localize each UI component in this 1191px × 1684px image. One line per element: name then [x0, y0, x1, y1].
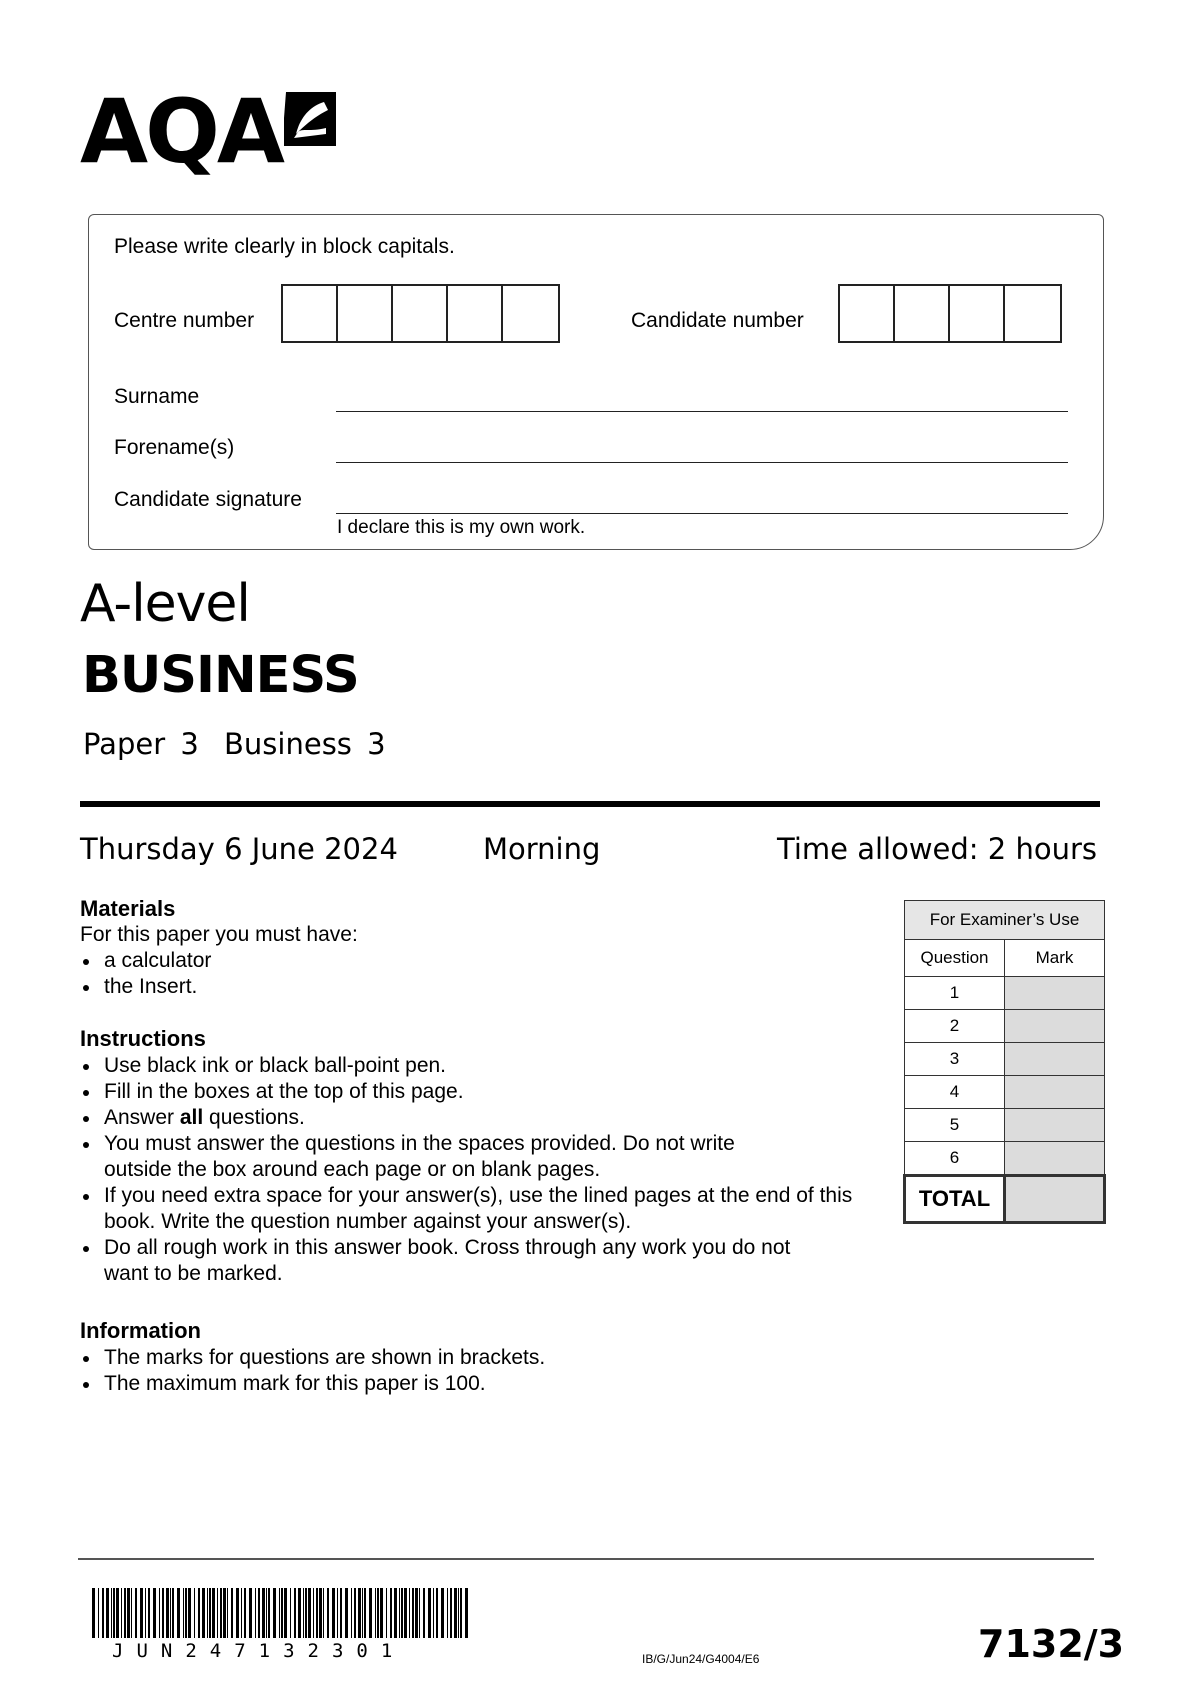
question-number: 1	[905, 977, 1005, 1010]
centre-number-box[interactable]	[448, 286, 503, 341]
centre-number-box[interactable]	[283, 286, 338, 341]
barcode-bar	[454, 1588, 457, 1638]
surname-field[interactable]	[336, 411, 1068, 412]
table-row	[905, 1043, 1105, 1076]
barcode-bar	[281, 1588, 283, 1638]
barcode-bar	[404, 1588, 407, 1638]
materials-heading: Materials	[80, 896, 176, 921]
candidate-number-box[interactable]	[1005, 286, 1060, 341]
barcode-bar	[394, 1588, 397, 1638]
list-item: If you need extra space for your answer(s), use the lined pages at the end of this book. Write the question number against your answer(s).	[80, 1183, 884, 1235]
barcode-bar	[207, 1588, 208, 1638]
centre-number-box[interactable]	[503, 286, 558, 341]
centre-number-box[interactable]	[393, 286, 448, 341]
paper-name: Business 3	[224, 727, 386, 761]
forename-label: Forename(s)	[114, 436, 235, 459]
materials-list	[80, 948, 358, 1000]
barcode-bar	[458, 1588, 459, 1638]
paper-number: Paper 3	[83, 727, 199, 761]
barcode-bar	[209, 1588, 211, 1638]
barcode-bar	[345, 1588, 348, 1638]
information-list	[80, 1345, 545, 1397]
barcode-bar	[102, 1588, 104, 1638]
barcode-bar	[401, 1588, 403, 1638]
aqa-logo	[80, 80, 283, 183]
barcode-bar	[273, 1588, 276, 1638]
barcode-bar	[116, 1588, 119, 1638]
barcode-bar	[185, 1588, 187, 1638]
barcode-bar	[220, 1588, 222, 1638]
barcode-bar	[202, 1588, 205, 1638]
table-row	[905, 1142, 1105, 1176]
footer-divider	[78, 1558, 1094, 1560]
list-item: the Insert.	[80, 974, 358, 1000]
barcode-bar	[266, 1588, 267, 1638]
barcode-bar	[148, 1588, 150, 1638]
barcode-bar	[183, 1588, 184, 1638]
barcode-bar	[284, 1588, 287, 1638]
table-row	[905, 1010, 1105, 1043]
instructions-section	[80, 1026, 884, 1287]
barcode-bar	[212, 1588, 215, 1638]
barcode-bar	[364, 1588, 366, 1638]
barcode-bar	[390, 1588, 392, 1638]
barcode-bar	[113, 1588, 115, 1638]
barcode-bar	[340, 1588, 342, 1638]
barcode-bar	[298, 1588, 301, 1638]
barcode-bar	[303, 1588, 304, 1638]
title-divider	[80, 801, 1100, 807]
barcode-bar	[188, 1588, 191, 1638]
barcode-bar	[423, 1588, 425, 1638]
barcode-bar	[231, 1588, 233, 1638]
barcode-bar	[194, 1588, 195, 1638]
paper-title	[83, 727, 386, 761]
barcode-bar	[294, 1588, 296, 1638]
barcode-bar	[386, 1588, 387, 1638]
barcode-bar	[106, 1588, 109, 1638]
barcode-bar	[436, 1588, 438, 1638]
barcode-bar	[262, 1588, 265, 1638]
forename-field[interactable]	[336, 462, 1068, 463]
barcode-bar	[323, 1588, 324, 1638]
barcode-bar	[177, 1588, 180, 1638]
qualification-level: A-level	[80, 574, 250, 634]
information-heading: Information	[80, 1318, 201, 1343]
list-item: You must answer the questions in the spaces provided. Do not write outside the box around each page or on blank pages.	[80, 1131, 804, 1183]
barcode-bar	[249, 1588, 252, 1638]
barcode-bar	[412, 1588, 414, 1638]
barcode-bar	[135, 1588, 137, 1638]
barcode-bar	[351, 1588, 352, 1638]
barcode-text: JUN247132301	[112, 1640, 406, 1662]
centre-number-label: Centre number	[114, 309, 255, 332]
table-row	[905, 977, 1105, 1010]
barcode-bar	[428, 1588, 431, 1638]
barcode-bar	[450, 1588, 452, 1638]
list-item: The maximum mark for this paper is 100.	[80, 1371, 545, 1397]
aqa-leaf-icon	[280, 88, 342, 150]
table-row	[905, 1109, 1105, 1142]
barcode-bar	[166, 1588, 169, 1638]
question-column-header: Question	[905, 940, 1005, 977]
barcode-bar	[121, 1588, 122, 1638]
barcode-bar	[111, 1588, 112, 1638]
candidate-number-boxes	[838, 284, 1062, 343]
exam-session: Morning	[483, 832, 601, 866]
document-reference: IB/G/Jun24/G4004/E6	[642, 1652, 760, 1666]
mark-cell	[1005, 1010, 1105, 1043]
barcode-bar	[305, 1588, 307, 1638]
candidate-details-box	[88, 214, 1104, 550]
examiner-table-title: For Examiner’s Use	[905, 901, 1105, 940]
mark-cell	[1005, 1043, 1105, 1076]
centre-number-box[interactable]	[338, 286, 393, 341]
barcode-bar	[140, 1588, 143, 1638]
barcode-bar	[337, 1588, 338, 1638]
barcode-bar	[465, 1588, 468, 1638]
candidate-number-box[interactable]	[840, 286, 895, 341]
question-number: 3	[905, 1043, 1005, 1076]
list-item: Use black ink or black ball-point pen.	[80, 1053, 884, 1079]
barcode-bar	[447, 1588, 448, 1638]
barcode-bar	[153, 1588, 156, 1638]
barcode-bar	[415, 1588, 418, 1638]
instructions-heading: Instructions	[80, 1026, 206, 1051]
candidate-number-box[interactable]	[895, 286, 950, 341]
barcode-bar	[308, 1588, 311, 1638]
instructions-list	[80, 1053, 884, 1287]
barcode	[92, 1588, 474, 1638]
barcode-bar	[377, 1588, 379, 1638]
barcode-bar	[244, 1588, 246, 1638]
mark-cell	[1005, 1142, 1105, 1176]
barcode-bar	[409, 1588, 410, 1638]
information-section	[80, 1318, 545, 1397]
barcode-bar	[268, 1588, 270, 1638]
total-label: TOTAL	[905, 1176, 1005, 1223]
question-number: 4	[905, 1076, 1005, 1109]
centre-number-boxes	[281, 284, 560, 343]
candidate-number-box[interactable]	[950, 286, 1005, 341]
barcode-bar	[227, 1588, 228, 1638]
time-allowed: Time allowed: 2 hours	[777, 832, 1097, 866]
block-capitals-instruction: Please write clearly in block capitals.	[114, 235, 455, 258]
barcode-bar	[441, 1588, 444, 1638]
list-item: a calculator	[80, 948, 358, 974]
mark-cell	[1005, 1109, 1105, 1142]
surname-label: Surname	[114, 385, 200, 408]
barcode-bar	[198, 1588, 200, 1638]
barcode-bar	[255, 1588, 256, 1638]
barcode-bar	[98, 1588, 99, 1638]
mark-cell	[1005, 977, 1105, 1010]
barcode-bar	[223, 1588, 226, 1638]
table-row	[905, 1076, 1105, 1109]
barcode-bar	[145, 1588, 146, 1638]
barcode-bar	[380, 1588, 383, 1638]
paper-code: 7132/3	[978, 1622, 1125, 1666]
question-number: 5	[905, 1109, 1005, 1142]
materials-section	[80, 896, 358, 1000]
barcode-bar	[162, 1588, 164, 1638]
barcode-bar	[399, 1588, 400, 1638]
barcode-bar	[316, 1588, 318, 1638]
barcode-bar	[319, 1588, 322, 1638]
barcode-bar	[433, 1588, 434, 1638]
barcode-bar	[290, 1588, 291, 1638]
list-item: Answer all questions.	[80, 1105, 884, 1131]
barcode-bar	[460, 1588, 462, 1638]
barcode-bar	[127, 1588, 130, 1638]
barcode-bar	[313, 1588, 314, 1638]
total-mark-cell	[1005, 1176, 1105, 1223]
barcode-bar	[362, 1588, 363, 1638]
barcode-bar	[332, 1588, 335, 1638]
mark-cell	[1005, 1076, 1105, 1109]
signature-label: Candidate signature	[114, 488, 302, 511]
barcode-bar	[124, 1588, 126, 1638]
logo-text: AQA	[80, 80, 283, 183]
barcode-bar	[375, 1588, 376, 1638]
barcode-bar	[172, 1588, 174, 1638]
total-row	[905, 1176, 1105, 1223]
barcode-bar	[358, 1588, 361, 1638]
barcode-bar	[236, 1588, 239, 1638]
declaration-text: I declare this is my own work.	[337, 517, 586, 538]
mark-column-header: Mark	[1005, 940, 1105, 977]
question-number: 6	[905, 1142, 1005, 1176]
barcode-bar	[159, 1588, 160, 1638]
signature-field[interactable]	[336, 513, 1068, 514]
barcode-bar	[92, 1588, 95, 1638]
materials-intro: For this paper you must have:	[80, 923, 358, 946]
barcode-bar	[258, 1588, 260, 1638]
barcode-bar	[170, 1588, 171, 1638]
barcode-bar	[419, 1588, 420, 1638]
exam-date: Thursday 6 June 2024	[80, 832, 398, 866]
barcode-bar	[131, 1588, 132, 1638]
list-item: Fill in the boxes at the top of this page.	[80, 1079, 884, 1105]
candidate-number-label: Candidate number	[631, 309, 804, 332]
barcode-bar	[241, 1588, 242, 1638]
list-item: The marks for questions are shown in brackets.	[80, 1345, 545, 1371]
question-number: 2	[905, 1010, 1005, 1043]
barcode-bar	[279, 1588, 280, 1638]
list-item: Do all rough work in this answer book. Cross through any work you do not want to be marked.	[80, 1235, 824, 1287]
subject-title: BUSINESS	[82, 646, 359, 705]
barcode-bar	[369, 1588, 372, 1638]
barcode-bar	[327, 1588, 329, 1638]
barcode-bar	[354, 1588, 356, 1638]
examiner-use-table	[903, 900, 1106, 1224]
barcode-bar	[217, 1588, 218, 1638]
